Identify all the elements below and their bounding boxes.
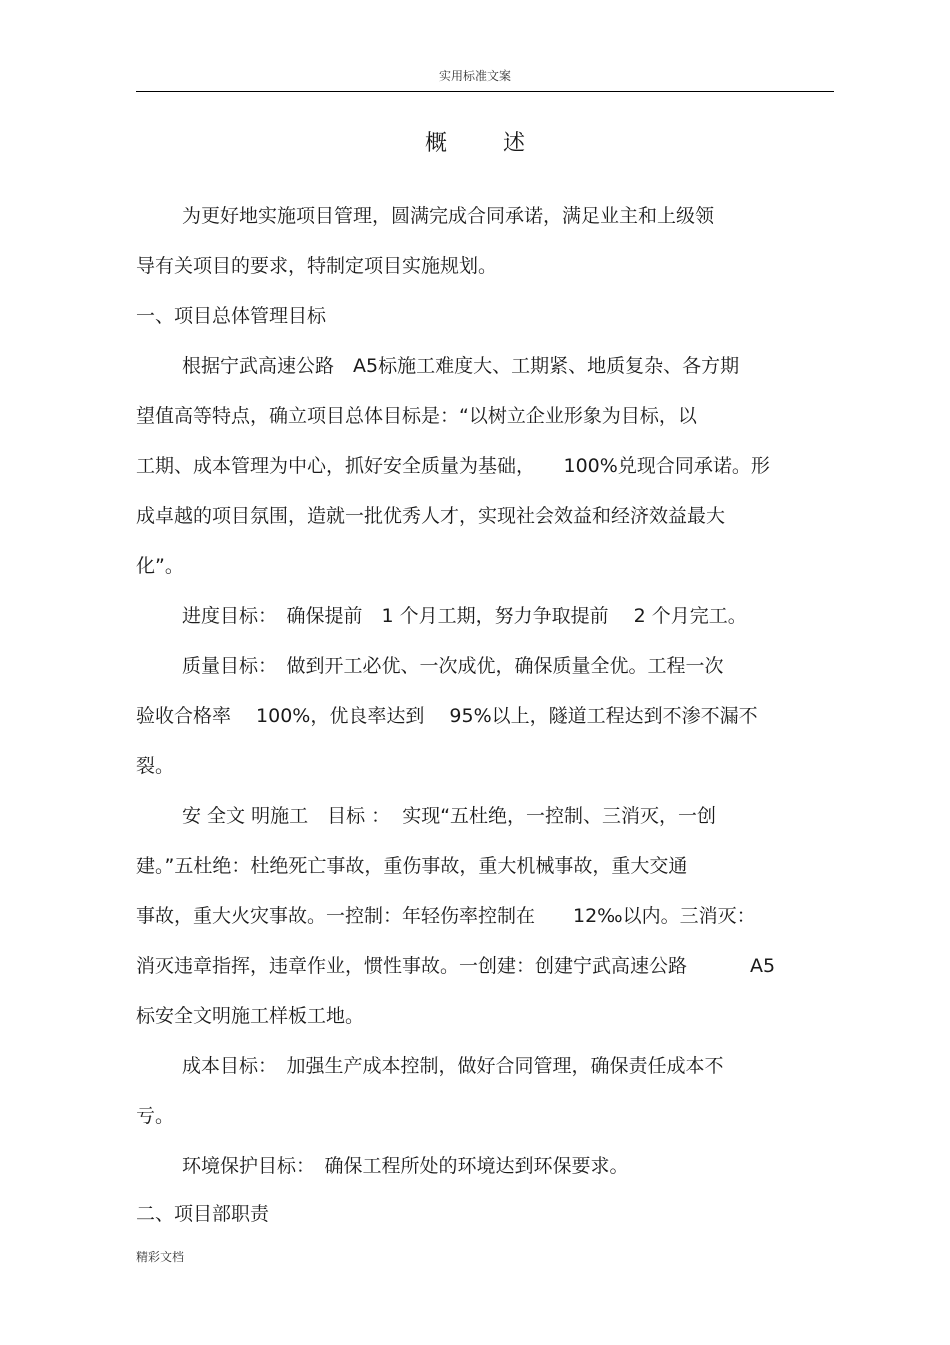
paragraph-line: 望值高等特点，确立项目总体目标是：“以树立企业形象为目标，以 [136,405,697,427]
paragraph-line: 建。”五杜绝：杜绝死亡事故，重伤事故，重大机械事故，重大交通 [136,855,688,877]
paragraph-line: 安 全文 明施工 目标 ： 实现“五杜绝，一控制、三消灭，一创 [182,805,717,827]
paragraph-line: 事故，重大火灾事故。一控制：年轻伤率控制在 12‰以内。三消灭： [136,905,756,927]
paragraph-line: 成卓越的项目氛围，造就一批优秀人才，实现社会效益和经济效益最大 [136,505,726,527]
paragraph-line: 导有关项目的要求，特制定项目实施规划。 [136,255,498,277]
paragraph-line: 进度目标： 确保提前 1 个月工期，努力争取提前 2 个月完工。 [182,605,747,627]
paragraph-line: 标安全文明施工样板工地。 [136,1005,365,1027]
paragraph-line: 环境保护目标： 确保工程所处的环境达到环保要求。 [182,1155,629,1177]
section-heading: 一、项目总体管理目标 [136,305,327,327]
section-heading: 二、项目部职责 [136,1203,270,1225]
paragraph-line: 裂。 [136,755,175,777]
document-title: 概述 [424,131,581,156]
paragraph-line: 消灭违章指挥，违章作业，惯性事故。一创建：创建宁武高速公路 A5 [136,955,776,977]
paragraph-line: 验收合格率 100%，优良率达到 95%以上，隧道工程达到不渗不漏不 [136,705,758,727]
paragraph-line: 亏。 [136,1105,175,1127]
paragraph-line: 化”。 [136,555,184,577]
paragraph-line: 工期、成本管理为中心，抓好安全质量为基础， 100%兑现合同承诺。形 [136,455,770,477]
header-divider [136,91,834,92]
paragraph-line: 成本目标： 加强生产成本控制，做好合同管理，确保责任成本不 [182,1055,724,1077]
paragraph-line: 根据宁武高速公路 A5标施工难度大、工期紧、地质复杂、各方期 [182,355,740,377]
page-header: 实用标准文案 [438,69,511,83]
paragraph-line: 为更好地实施项目管理，圆满完成合同承诺，满足业主和上级领 [182,205,715,227]
paragraph-line: 质量目标： 做到开工必优、一次成优，确保质量全优。工程一次 [182,655,724,677]
page-footer: 精彩文档 [136,1250,185,1264]
